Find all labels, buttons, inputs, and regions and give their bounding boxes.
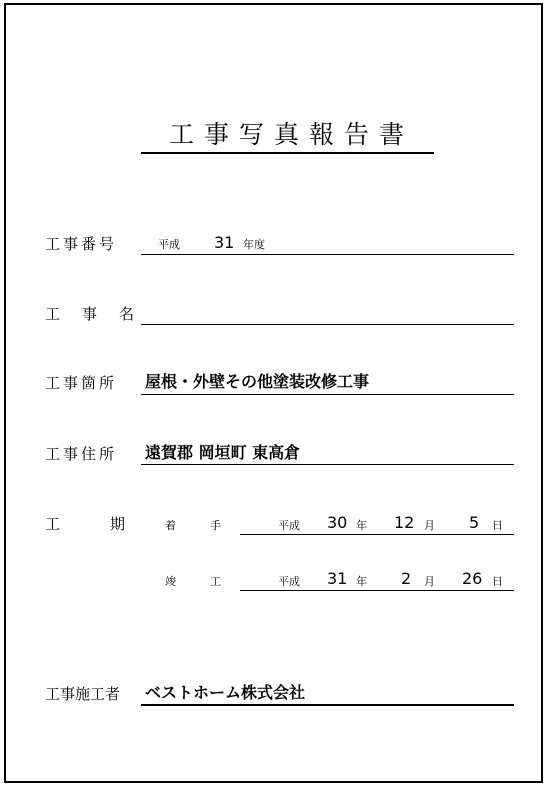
period-end-label: 竣工 — [165, 575, 255, 588]
construction-name-label: 工事名 — [45, 305, 157, 323]
period-start-day: 5 — [469, 513, 480, 532]
period-start-day-unit: 日 — [492, 519, 503, 532]
document-title: 工事写真報告書 — [141, 118, 434, 154]
contractor-label: 工事施工者 — [45, 685, 121, 703]
period-end-underline — [240, 590, 514, 591]
period-end-year-unit: 年 — [356, 575, 367, 588]
period-start-underline — [240, 534, 514, 535]
construction-address-value: 遠賀郡 岡垣町 東高倉 — [145, 443, 301, 462]
period-end-day: 26 — [462, 569, 483, 588]
period-start-month-unit: 月 — [424, 519, 435, 532]
construction-number-label: 工事番号 — [45, 235, 118, 253]
construction-location-underline — [141, 394, 514, 395]
period-end-era: 平成 — [278, 575, 300, 588]
period-start-year-unit: 年 — [356, 519, 367, 532]
period-start-era: 平成 — [278, 519, 300, 532]
construction-number-era: 平成 — [158, 238, 180, 251]
construction-location-label: 工事箇所 — [45, 374, 118, 392]
period-start-year: 30 — [327, 513, 348, 532]
contractor-underline — [141, 704, 514, 706]
construction-number-underline — [141, 254, 514, 255]
period-end-month-unit: 月 — [424, 575, 435, 588]
period-start-month: 12 — [394, 513, 415, 532]
period-end-month: 2 — [401, 569, 412, 588]
construction-number-year: 31 — [214, 233, 235, 252]
construction-location-value: 屋根・外壁その他塗装改修工事 — [145, 372, 370, 391]
construction-number-year-suffix: 年度 — [243, 238, 265, 251]
contractor-value: ベストホーム株式会社 — [145, 683, 306, 702]
period-end-year: 31 — [327, 569, 348, 588]
period-end-day-unit: 日 — [492, 575, 503, 588]
period-start-label: 着手 — [165, 519, 255, 532]
construction-period-label: 工期 — [45, 515, 176, 533]
construction-address-underline — [141, 464, 514, 465]
construction-address-label: 工事住所 — [45, 445, 118, 463]
construction-name-underline — [141, 324, 514, 325]
